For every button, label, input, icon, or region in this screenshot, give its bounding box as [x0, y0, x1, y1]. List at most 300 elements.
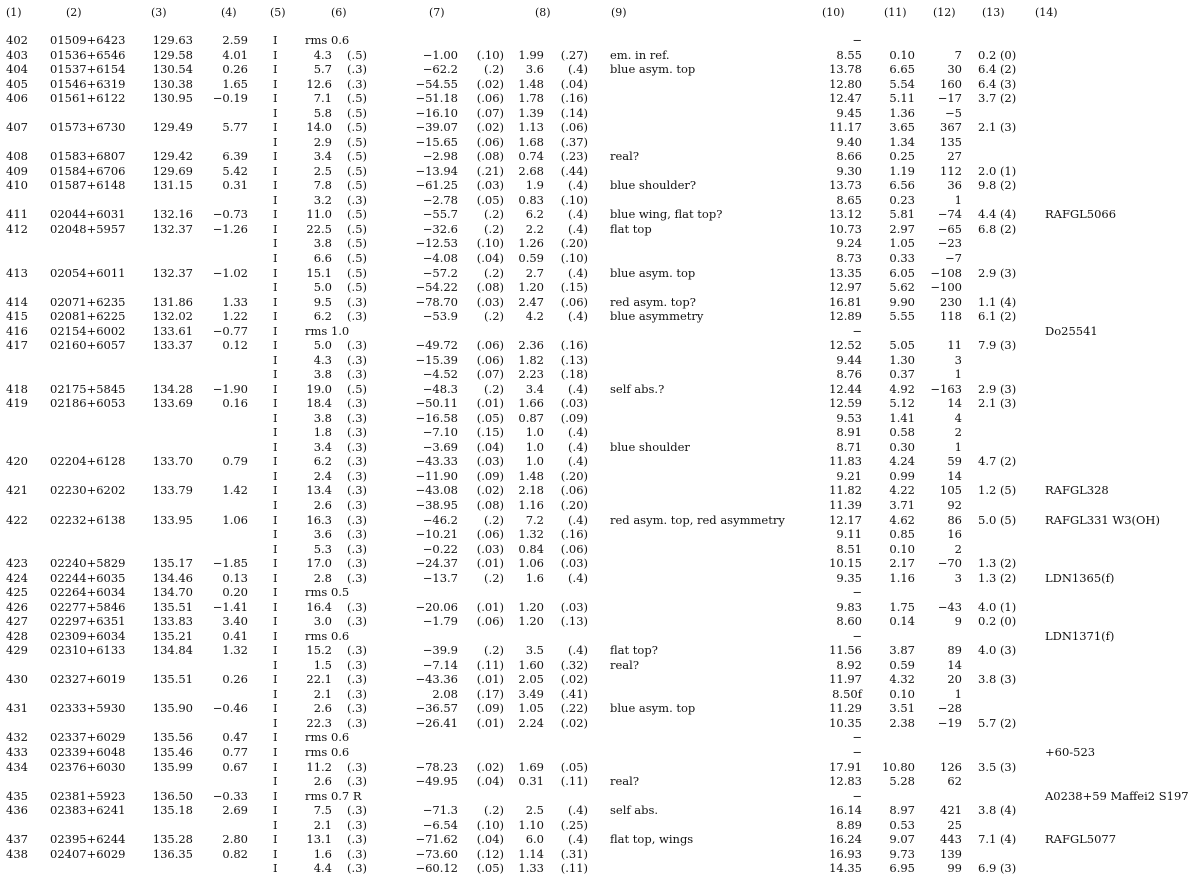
table-row: [0, 62, 1200, 77]
cell-col13: 1.3 (2): [978, 570, 1017, 585]
cell-col11: 0.30: [889, 439, 915, 454]
cell-col10: 9.24: [836, 236, 862, 251]
cell-col3: 134.28: [152, 381, 193, 396]
cell-flag: I: [273, 556, 278, 571]
cell-col10: 9.30: [836, 163, 862, 178]
cell-col11: 0.99: [889, 468, 915, 483]
cell-col8-err: (.04): [560, 76, 588, 91]
cell-col6-err: (.3): [347, 715, 367, 730]
cell-col12: −23: [937, 236, 962, 251]
cell-col10: 9.53: [836, 410, 862, 425]
cell-col11: 0.25: [889, 149, 915, 164]
cell-col6-err: (.5): [347, 91, 367, 106]
cell-col10: 11.82: [829, 483, 862, 498]
cell-source-id: 01537+6154: [50, 62, 126, 77]
cell-col13: 4.4 (4): [978, 207, 1017, 222]
cell-col11: 0.37: [889, 367, 915, 382]
cell-col6: 2.4: [313, 468, 332, 483]
cell-col11: 0.14: [889, 614, 915, 629]
cell-col7: −16.10: [415, 105, 458, 120]
cell-col8-err: (.03): [560, 396, 588, 411]
cell-col4: 0.31: [222, 178, 248, 193]
cell-col10: −: [852, 745, 862, 759]
cell-col6-err: (.3): [347, 454, 367, 469]
cell-col7-err: (.06): [476, 91, 504, 106]
cell-col6-err: (.3): [347, 570, 367, 585]
cell-col7: −6.54: [422, 817, 458, 832]
cell-col3: 131.86: [152, 294, 193, 309]
cell-col7-err: (.02): [476, 120, 504, 135]
cell-col10: −: [852, 628, 862, 643]
table-row: [0, 789, 1200, 804]
cell-source-id: 02395+6244: [50, 832, 126, 847]
cell-col3: 130.54: [152, 62, 193, 77]
cell-flag: I: [273, 367, 278, 382]
cell-comment: flat top, wings: [610, 832, 694, 847]
table-row: [0, 33, 1200, 48]
cell-col12: 89: [947, 643, 962, 658]
cell-col4: 0.82: [222, 846, 248, 861]
cell-col3: 135.21: [152, 628, 193, 643]
cell-col8: 1.14: [518, 846, 544, 861]
cell-col12: 62: [947, 774, 962, 788]
cell-col7: −51.18: [415, 91, 458, 106]
cell-col7-err: (.17): [476, 686, 504, 701]
cell-col8-err: (.4): [568, 62, 588, 77]
cell-col7: −49.72: [415, 338, 458, 353]
cell-col7: −2.98: [422, 149, 458, 164]
cell-comment: blue shoulder: [610, 439, 690, 454]
cell-col8-err: (.03): [560, 556, 588, 571]
cell-col12: 421: [940, 803, 962, 818]
cell-col7: −71.3: [422, 803, 458, 818]
cell-col7: −15.39: [415, 352, 458, 367]
cell-col6: 11.0: [306, 207, 332, 222]
cell-comment: blue shoulder?: [610, 178, 697, 193]
cell-col12: 27: [947, 149, 962, 164]
cell-source-id: 02204+6128: [50, 454, 126, 469]
cell-col10: 12.80: [829, 76, 862, 91]
cell-col6: 18.4: [306, 396, 332, 411]
cell-col7: −16.58: [415, 410, 458, 425]
cell-col8-err: (.4): [568, 439, 588, 454]
cell-col12: −7: [945, 250, 962, 265]
cell-col13: 2.9 (3): [978, 265, 1017, 280]
cell-col8-err: (.13): [560, 614, 588, 629]
cell-col8: 1.0: [525, 454, 544, 469]
cell-col12: −70: [937, 556, 962, 571]
cell-source-id: 02175+5845: [50, 381, 126, 396]
cell-col3: 135.18: [152, 803, 193, 818]
cell-col12: −108: [930, 265, 962, 280]
cell-col3: 135.51: [152, 672, 193, 687]
table-row: [0, 672, 1200, 687]
cell-col6-err: (.5): [347, 207, 367, 222]
cell-col6-err: (.3): [347, 774, 367, 788]
cell-col10: 16.81: [829, 294, 862, 309]
cell-flag: I: [273, 323, 278, 338]
cell-col11: 0.33: [889, 250, 915, 265]
cell-col12: −74: [937, 207, 962, 222]
cell-comment: self abs.?: [610, 381, 665, 396]
cell-col11: 5.81: [889, 207, 915, 222]
cell-col6: 22.1: [306, 672, 332, 687]
cell-source-id: 02154+6002: [50, 323, 126, 338]
cell-col8-err: (.4): [568, 221, 588, 236]
cell-source-id: 01546+6319: [50, 76, 126, 91]
table-row: [0, 396, 1200, 411]
cell-col10: 9.45: [836, 105, 862, 120]
cell-col10: 17.91: [829, 759, 862, 774]
cell-source-id: 02277+5846: [50, 599, 126, 614]
cell-col10: 11.29: [829, 701, 862, 716]
table-row: [0, 542, 1200, 557]
cell-col4: −0.77: [212, 323, 248, 338]
cell-col8-err: (.4): [568, 309, 588, 324]
cell-col6-err: (.5): [347, 381, 367, 396]
cell-col3: 129.58: [152, 47, 193, 62]
cell-col11: 4.24: [889, 454, 915, 469]
cell-col6: 3.0: [313, 614, 332, 629]
cell-col6: rms 0.7 R: [305, 788, 362, 803]
cell-col11: 1.19: [889, 163, 915, 178]
cell-col10: 9.44: [836, 352, 862, 367]
cell-col7: −62.2: [422, 62, 458, 77]
cell-col6: 1.8: [313, 425, 332, 440]
cell-col8-err: (.4): [568, 265, 588, 280]
cell-col8-err: (.11): [560, 861, 588, 876]
cell-col11: 0.10: [889, 686, 915, 701]
cell-flag: I: [273, 832, 278, 847]
cell-col12: 14: [947, 468, 962, 483]
cell-col7: −2.78: [422, 192, 458, 207]
cell-col10: 16.93: [829, 846, 862, 861]
cell-col11: 8.97: [889, 803, 915, 818]
cell-col7: −71.62: [415, 832, 458, 847]
cell-col6-err: (.5): [347, 163, 367, 178]
cell-col10: 12.59: [829, 396, 862, 411]
cell-col8: 1.10: [518, 817, 544, 832]
cell-col8: 1.32: [518, 527, 544, 541]
cell-col7-err: (.10): [476, 47, 504, 62]
cell-col8: 1.6: [525, 570, 544, 585]
cell-col10: −: [852, 585, 862, 600]
cell-number: 425: [6, 585, 28, 600]
cell-col4: 0.20: [222, 585, 248, 600]
cell-col3: 134.46: [152, 570, 193, 585]
table-row: [0, 585, 1200, 600]
cell-col7: −1.00: [422, 47, 458, 62]
table-row: [0, 324, 1200, 339]
header-col-9: (9): [611, 6, 627, 19]
cell-col7: −53.9: [422, 309, 458, 324]
cell-col13: 2.1 (3): [978, 120, 1017, 135]
cell-col7: −26.41: [415, 715, 458, 730]
cell-col12: 1: [954, 439, 962, 454]
cell-source-id: 02054+6011: [50, 265, 126, 280]
cell-col8-err: (.41): [560, 686, 588, 701]
cell-col8-err: (.4): [568, 570, 588, 585]
cell-col6: 11.2: [306, 759, 332, 774]
cell-flag: I: [273, 207, 278, 222]
cell-col7: −24.37: [415, 556, 458, 571]
cell-col7-err: (.03): [476, 294, 504, 309]
cell-col10: 8.55: [836, 47, 862, 62]
cell-col6-err: (.3): [347, 512, 367, 527]
cell-col7: −15.65: [415, 134, 458, 149]
cell-source-id: 01573+6730: [50, 120, 126, 135]
cell-number: 413: [6, 265, 28, 280]
cell-col6: 13.4: [306, 483, 332, 498]
cell-identification: RAFGL331 W3(OH): [1045, 512, 1160, 527]
cell-col7-err: (.2): [484, 62, 504, 77]
cell-number: 414: [6, 294, 28, 309]
cell-flag: I: [273, 570, 278, 585]
cell-col12: 230: [940, 294, 962, 309]
table-row: [0, 803, 1200, 818]
cell-col6: 4.3: [313, 47, 332, 62]
cell-col12: 3: [954, 352, 962, 367]
cell-number: 429: [6, 643, 28, 658]
cell-col3: 136.35: [152, 846, 193, 861]
cell-flag: I: [273, 105, 278, 120]
table-row: [0, 280, 1200, 295]
cell-flag: I: [273, 309, 278, 324]
cell-col3: 135.90: [152, 701, 193, 716]
cell-col11: 0.23: [889, 192, 915, 207]
table-row: [0, 178, 1200, 193]
table-header-row: [0, 5, 1200, 20]
cell-col11: 1.30: [889, 352, 915, 367]
cell-col8-err: (.13): [560, 352, 588, 367]
cell-col10: 8.51: [836, 541, 862, 556]
cell-col10: 12.89: [829, 309, 862, 324]
cell-col8-err: (.4): [568, 381, 588, 396]
cell-number: 418: [6, 381, 28, 396]
table-row: [0, 382, 1200, 397]
cell-col7-err: (.2): [484, 643, 504, 658]
cell-source-id: 02232+6138: [50, 512, 126, 527]
header-col-2: (2): [66, 6, 82, 19]
cell-col7-err: (.07): [476, 105, 504, 120]
cell-col13: 6.8 (2): [978, 221, 1017, 236]
cell-col12: −17: [937, 91, 962, 106]
cell-col7: 2.08: [432, 686, 458, 701]
cell-col13: 7.9 (3): [978, 338, 1017, 353]
cell-col3: 135.46: [152, 745, 193, 759]
cell-col8-err: (.10): [560, 250, 588, 265]
cell-col10: 9.11: [836, 527, 862, 541]
cell-col8: 2.47: [518, 294, 544, 309]
cell-col7-err: (.02): [476, 76, 504, 91]
cell-col10: −: [852, 730, 862, 745]
cell-col10: 14.35: [829, 861, 862, 876]
cell-flag: I: [273, 599, 278, 614]
cell-source-id: 02333+5930: [50, 701, 126, 716]
cell-col4: 1.42: [222, 483, 248, 498]
cell-col7-err: (.01): [476, 599, 504, 614]
cell-col8-err: (.15): [560, 280, 588, 294]
cell-col7-err: (.07): [476, 367, 504, 382]
cell-source-id: 02240+5829: [50, 556, 126, 571]
table-row: [0, 571, 1200, 586]
cell-col8-err: (.4): [568, 803, 588, 818]
header-col-14: (14): [1035, 6, 1058, 19]
cell-identification: RAFGL328: [1045, 483, 1109, 498]
cell-col12: −5: [945, 105, 962, 120]
cell-col7-err: (.06): [476, 614, 504, 629]
cell-number: 423: [6, 556, 28, 571]
cell-col7-err: (.2): [484, 309, 504, 324]
cell-col3: 134.84: [152, 643, 193, 658]
cell-col3: 133.70: [152, 454, 193, 469]
cell-number: 433: [6, 745, 28, 759]
cell-col3: 130.95: [152, 91, 193, 106]
cell-col7-err: (.03): [476, 541, 504, 556]
cell-col8-err: (.22): [560, 701, 588, 716]
cell-col6: 2.1: [313, 686, 332, 701]
cell-col12: 1: [954, 367, 962, 382]
cell-col7-err: (.2): [484, 207, 504, 222]
cell-col6: 4.3: [313, 352, 332, 367]
cell-col13: 3.8 (3): [978, 672, 1017, 687]
cell-col8: 1.05: [518, 701, 544, 716]
cell-col8-err: (.06): [560, 541, 588, 556]
cell-col13: 1.1 (4): [978, 294, 1017, 309]
cell-col6: 5.7: [313, 62, 332, 77]
table-row: [0, 149, 1200, 164]
cell-col6: 22.3: [306, 715, 332, 730]
cell-col7-err: (.15): [476, 425, 504, 440]
cell-col6: rms 0.6: [305, 730, 350, 745]
cell-flag: I: [273, 192, 278, 207]
cell-source-id: 02048+5957: [50, 221, 126, 236]
cell-col7-err: (.05): [476, 861, 504, 876]
cell-col3: 129.49: [152, 120, 193, 135]
cell-col4: 1.32: [222, 643, 248, 658]
cell-col7-err: (.04): [476, 439, 504, 454]
cell-col12: 4: [954, 410, 962, 425]
cell-source-id: 02297+6351: [50, 614, 126, 629]
cell-col8-err: (.4): [568, 454, 588, 469]
cell-col8: 1.20: [518, 280, 544, 294]
cell-col8-err: (.23): [560, 149, 588, 164]
cell-flag: I: [273, 76, 278, 91]
cell-flag: I: [273, 163, 278, 178]
cell-number: 420: [6, 454, 28, 469]
cell-col10: 8.73: [836, 250, 862, 265]
cell-flag: I: [273, 381, 278, 396]
cell-col4: 6.39: [222, 149, 248, 164]
cell-col6: 15.1: [306, 265, 332, 280]
cell-col8: 0.87: [518, 410, 544, 425]
cell-col10: 8.92: [836, 657, 862, 672]
cell-col8: 1.60: [518, 657, 544, 672]
cell-col8-err: (.4): [568, 207, 588, 222]
cell-col4: 1.33: [222, 294, 248, 309]
cell-col7-err: (.12): [476, 846, 504, 861]
cell-col11: 5.12: [889, 396, 915, 411]
cell-comment: blue wing, flat top?: [610, 207, 723, 222]
cell-comment: real?: [610, 149, 640, 164]
cell-col7: −61.25: [415, 178, 458, 193]
cell-col7: −12.53: [415, 236, 458, 251]
header-col-6: (6): [331, 6, 347, 19]
cell-col6: rms 0.6: [305, 745, 350, 759]
cell-col6: 6.6: [313, 250, 332, 265]
cell-col8-err: (.25): [560, 817, 588, 832]
cell-col7: −43.08: [415, 483, 458, 498]
table-row: [0, 527, 1200, 542]
cell-col4: 5.42: [222, 163, 248, 178]
cell-col11: 5.05: [889, 338, 915, 353]
cell-col6: 16.4: [306, 599, 332, 614]
cell-col11: 4.62: [889, 512, 915, 527]
table-row: [0, 236, 1200, 251]
cell-flag: I: [273, 62, 278, 77]
cell-identification: LDN1371(f): [1045, 628, 1115, 643]
cell-col8: 3.4: [525, 381, 544, 396]
cell-flag: I: [273, 788, 278, 803]
cell-number: 416: [6, 323, 28, 338]
table-row: [0, 91, 1200, 106]
cell-col8: 6.2: [525, 207, 544, 222]
cell-number: 404: [6, 62, 28, 77]
cell-col6-err: (.3): [347, 657, 367, 672]
cell-col7: −1.79: [422, 614, 458, 629]
cell-comment: blue asym. top: [610, 62, 696, 77]
cell-col6: 16.3: [306, 512, 332, 527]
cell-source-id: 02081+6225: [50, 309, 126, 324]
cell-comment: blue asymmetry: [610, 309, 704, 324]
table-row: [0, 701, 1200, 716]
cell-col11: 5.11: [889, 91, 915, 106]
cell-col10: 11.39: [829, 498, 862, 512]
cell-flag: I: [273, 774, 278, 788]
cell-col13: 0.2 (0): [978, 47, 1017, 62]
cell-col7-err: (.08): [476, 498, 504, 512]
cell-col4: 0.77: [222, 745, 248, 759]
cell-flag: I: [273, 178, 278, 193]
cell-col6-err: (.3): [347, 309, 367, 324]
cell-number: 410: [6, 178, 28, 193]
table-row: [0, 106, 1200, 121]
table-row: [0, 353, 1200, 368]
cell-col7: −39.9: [422, 643, 458, 658]
cell-col12: 112: [940, 163, 962, 178]
cell-col7-err: (.08): [476, 280, 504, 294]
cell-number: 427: [6, 614, 28, 629]
cell-col12: 118: [940, 309, 962, 324]
cell-col6-err: (.5): [347, 47, 367, 62]
cell-col8: 1.9: [525, 178, 544, 193]
cell-flag: I: [273, 614, 278, 629]
cell-col8-err: (.06): [560, 294, 588, 309]
cell-flag: I: [273, 454, 278, 469]
cell-col10: 12.83: [829, 774, 862, 788]
cell-flag: I: [273, 846, 278, 861]
table-row: [0, 687, 1200, 702]
cell-col6: 9.5: [313, 294, 332, 309]
cell-col12: 7: [954, 47, 962, 62]
cell-flag: I: [273, 280, 278, 294]
cell-col12: 1: [954, 686, 962, 701]
cell-col12: −28: [937, 701, 962, 716]
cell-col6-err: (.3): [347, 396, 367, 411]
cell-col11: 4.32: [889, 672, 915, 687]
cell-col6: 1.6: [313, 846, 332, 861]
cell-source-id: 02376+6030: [50, 759, 126, 774]
